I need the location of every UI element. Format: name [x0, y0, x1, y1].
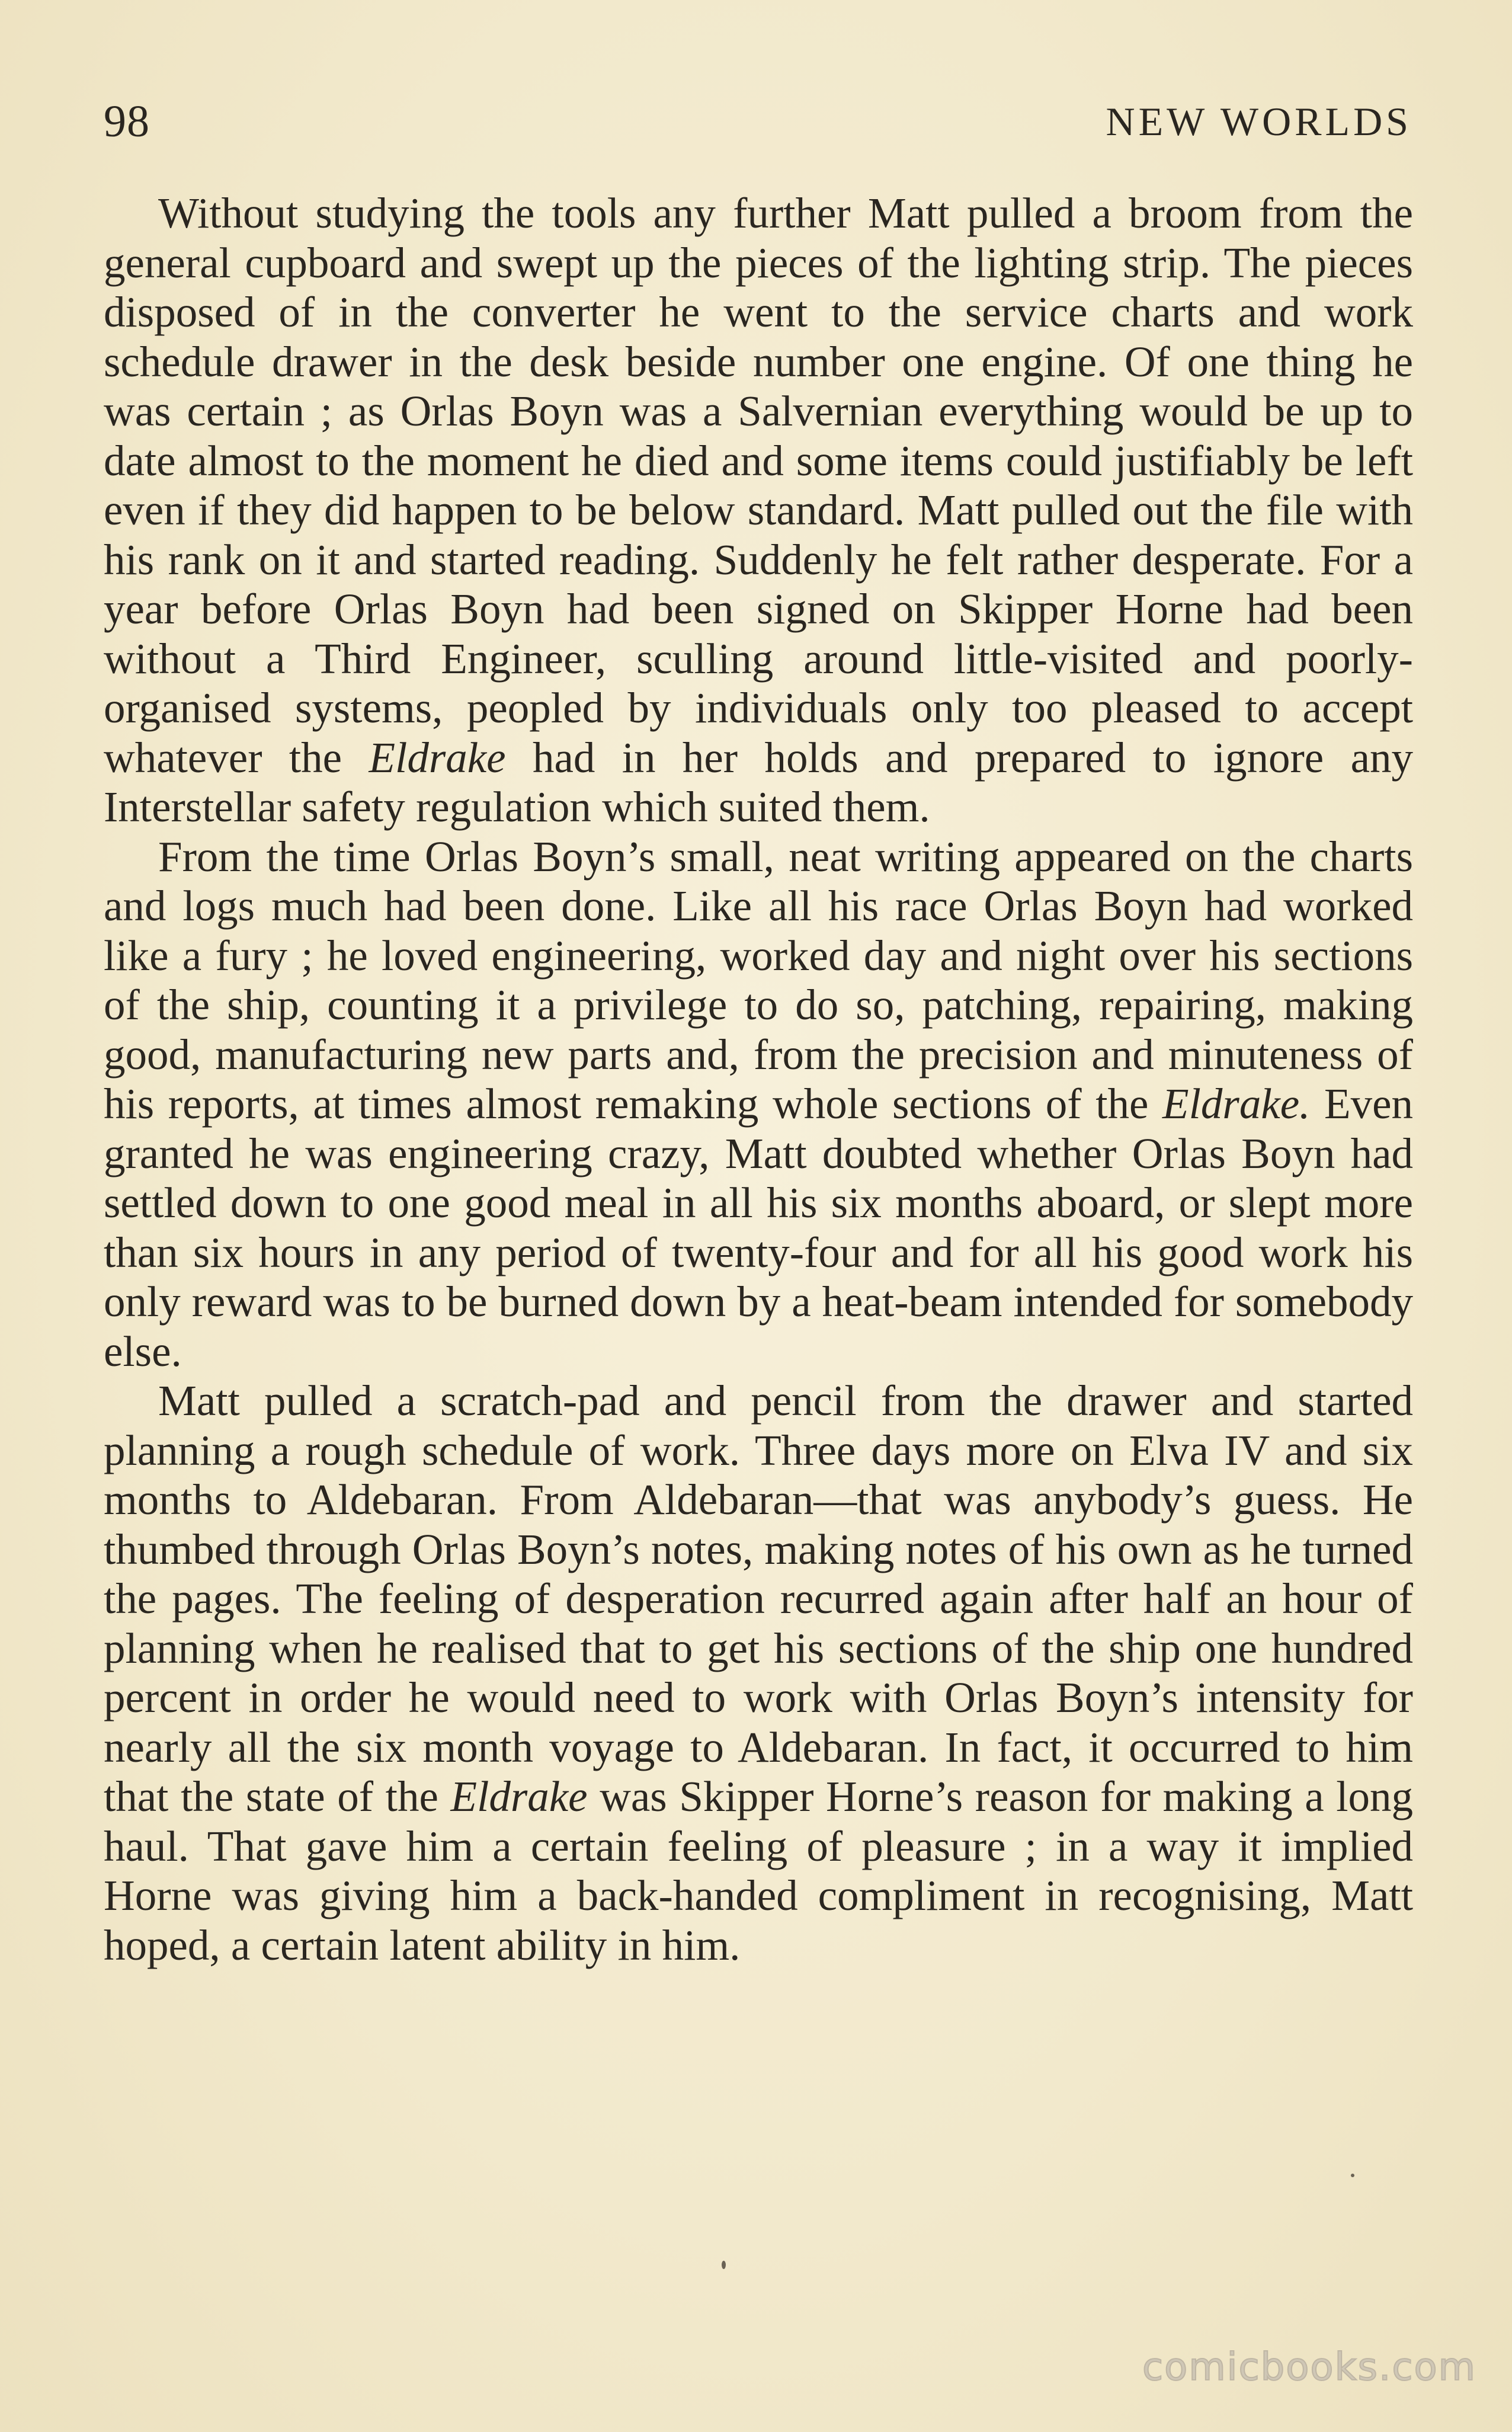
paragraph-3	[104, 1376, 1413, 1970]
paragraph-2-text-a: From the time Orlas Boyn’s small, neat writing appeared on the charts and logs much had been done. Like all his race Orlas Boyn had worked like a fury ; he loved engineering, worked day and night over his sections of the ship, counting it a privilege to do so, patching, repairing, making good, manufacturing new parts and, from the precision and minuteness of his reports, at times almost remaking whole sections of the	[104, 832, 1413, 1128]
paragraph-1-text-a: Without studying the tools any further Matt pulled a broom from the general cupboard and swept up the pieces of the lighting strip. The pieces disposed of in the converter he went to the service charts and work schedule drawer in the desk beside number one engine. Of one thing he was certain ; as Orlas Boyn was a Salvernian everything would be up to date almost to the moment he died and some items could justifiably be left even if they did happen to be below standard. Matt pulled out the file with his rank on it and started reading. Suddenly he felt rather desperate. For a year before Orlas Boyn had been signed on Skipper Horne had been without a Third Engineer, sculling around little-visited and poorly-organised systems, peopled by individuals only too pleased to accept whatever the	[104, 189, 1413, 782]
print-speck	[722, 2261, 726, 2269]
paragraph-3-text-a: Matt pulled a scratch-pad and pencil from the drawer and started planning a rough schedule of work. Three days more on Elva IV and six months to Aldebaran. From Aldebaran—that was anybody’s guess. He thumbed through Orlas Boyn’s notes, making notes of his own as he turned the pages. The feeling of desperation recurred again after half an hour of planning when he realised that to get his sections of the ship one hundred percent in order he would need to work with Orlas Boyn’s intensity for nearly all the six month voyage to Aldebaran. In fact, it occurred to him that the state of the	[104, 1377, 1413, 1820]
running-head: NEW WORLDS	[1106, 99, 1412, 144]
paragraph-3-text-b: was Skipper Horne’s reason for making a long haul. That gave him a certain feeling of pleasure ; in a way it implied Horne was giving him a back-handed compliment in recognising, Matt hoped, a certain latent ability in him.	[104, 1772, 1413, 1969]
page-header	[104, 89, 1412, 154]
watermark: comicbooks.com	[1142, 2345, 1476, 2389]
paragraph-2-ship-name: Eldrake.	[1162, 1080, 1311, 1128]
paragraph-2-text-b: Even granted he was engineering crazy, Matt doubted whether Orlas Boyn had settled down to one good meal in all his six months aboard, or slept more than six hours in any period of twenty-four and for all his good work his only reward was to be burned down by a heat-beam intended for somebody else.	[104, 1080, 1413, 1375]
paragraph-1-text-b: had in her holds and prepared to ignore any Interstellar safety regulation which suited them.	[104, 733, 1413, 831]
print-speck	[1351, 2174, 1354, 2177]
paragraph-1-ship-name: Eldrake	[369, 733, 506, 782]
paragraph-2	[104, 832, 1413, 1377]
body-text	[104, 188, 1413, 1970]
paragraph-1	[104, 188, 1413, 832]
page-number: 98	[104, 97, 150, 146]
paragraph-3-ship-name: Eldrake	[450, 1772, 588, 1820]
